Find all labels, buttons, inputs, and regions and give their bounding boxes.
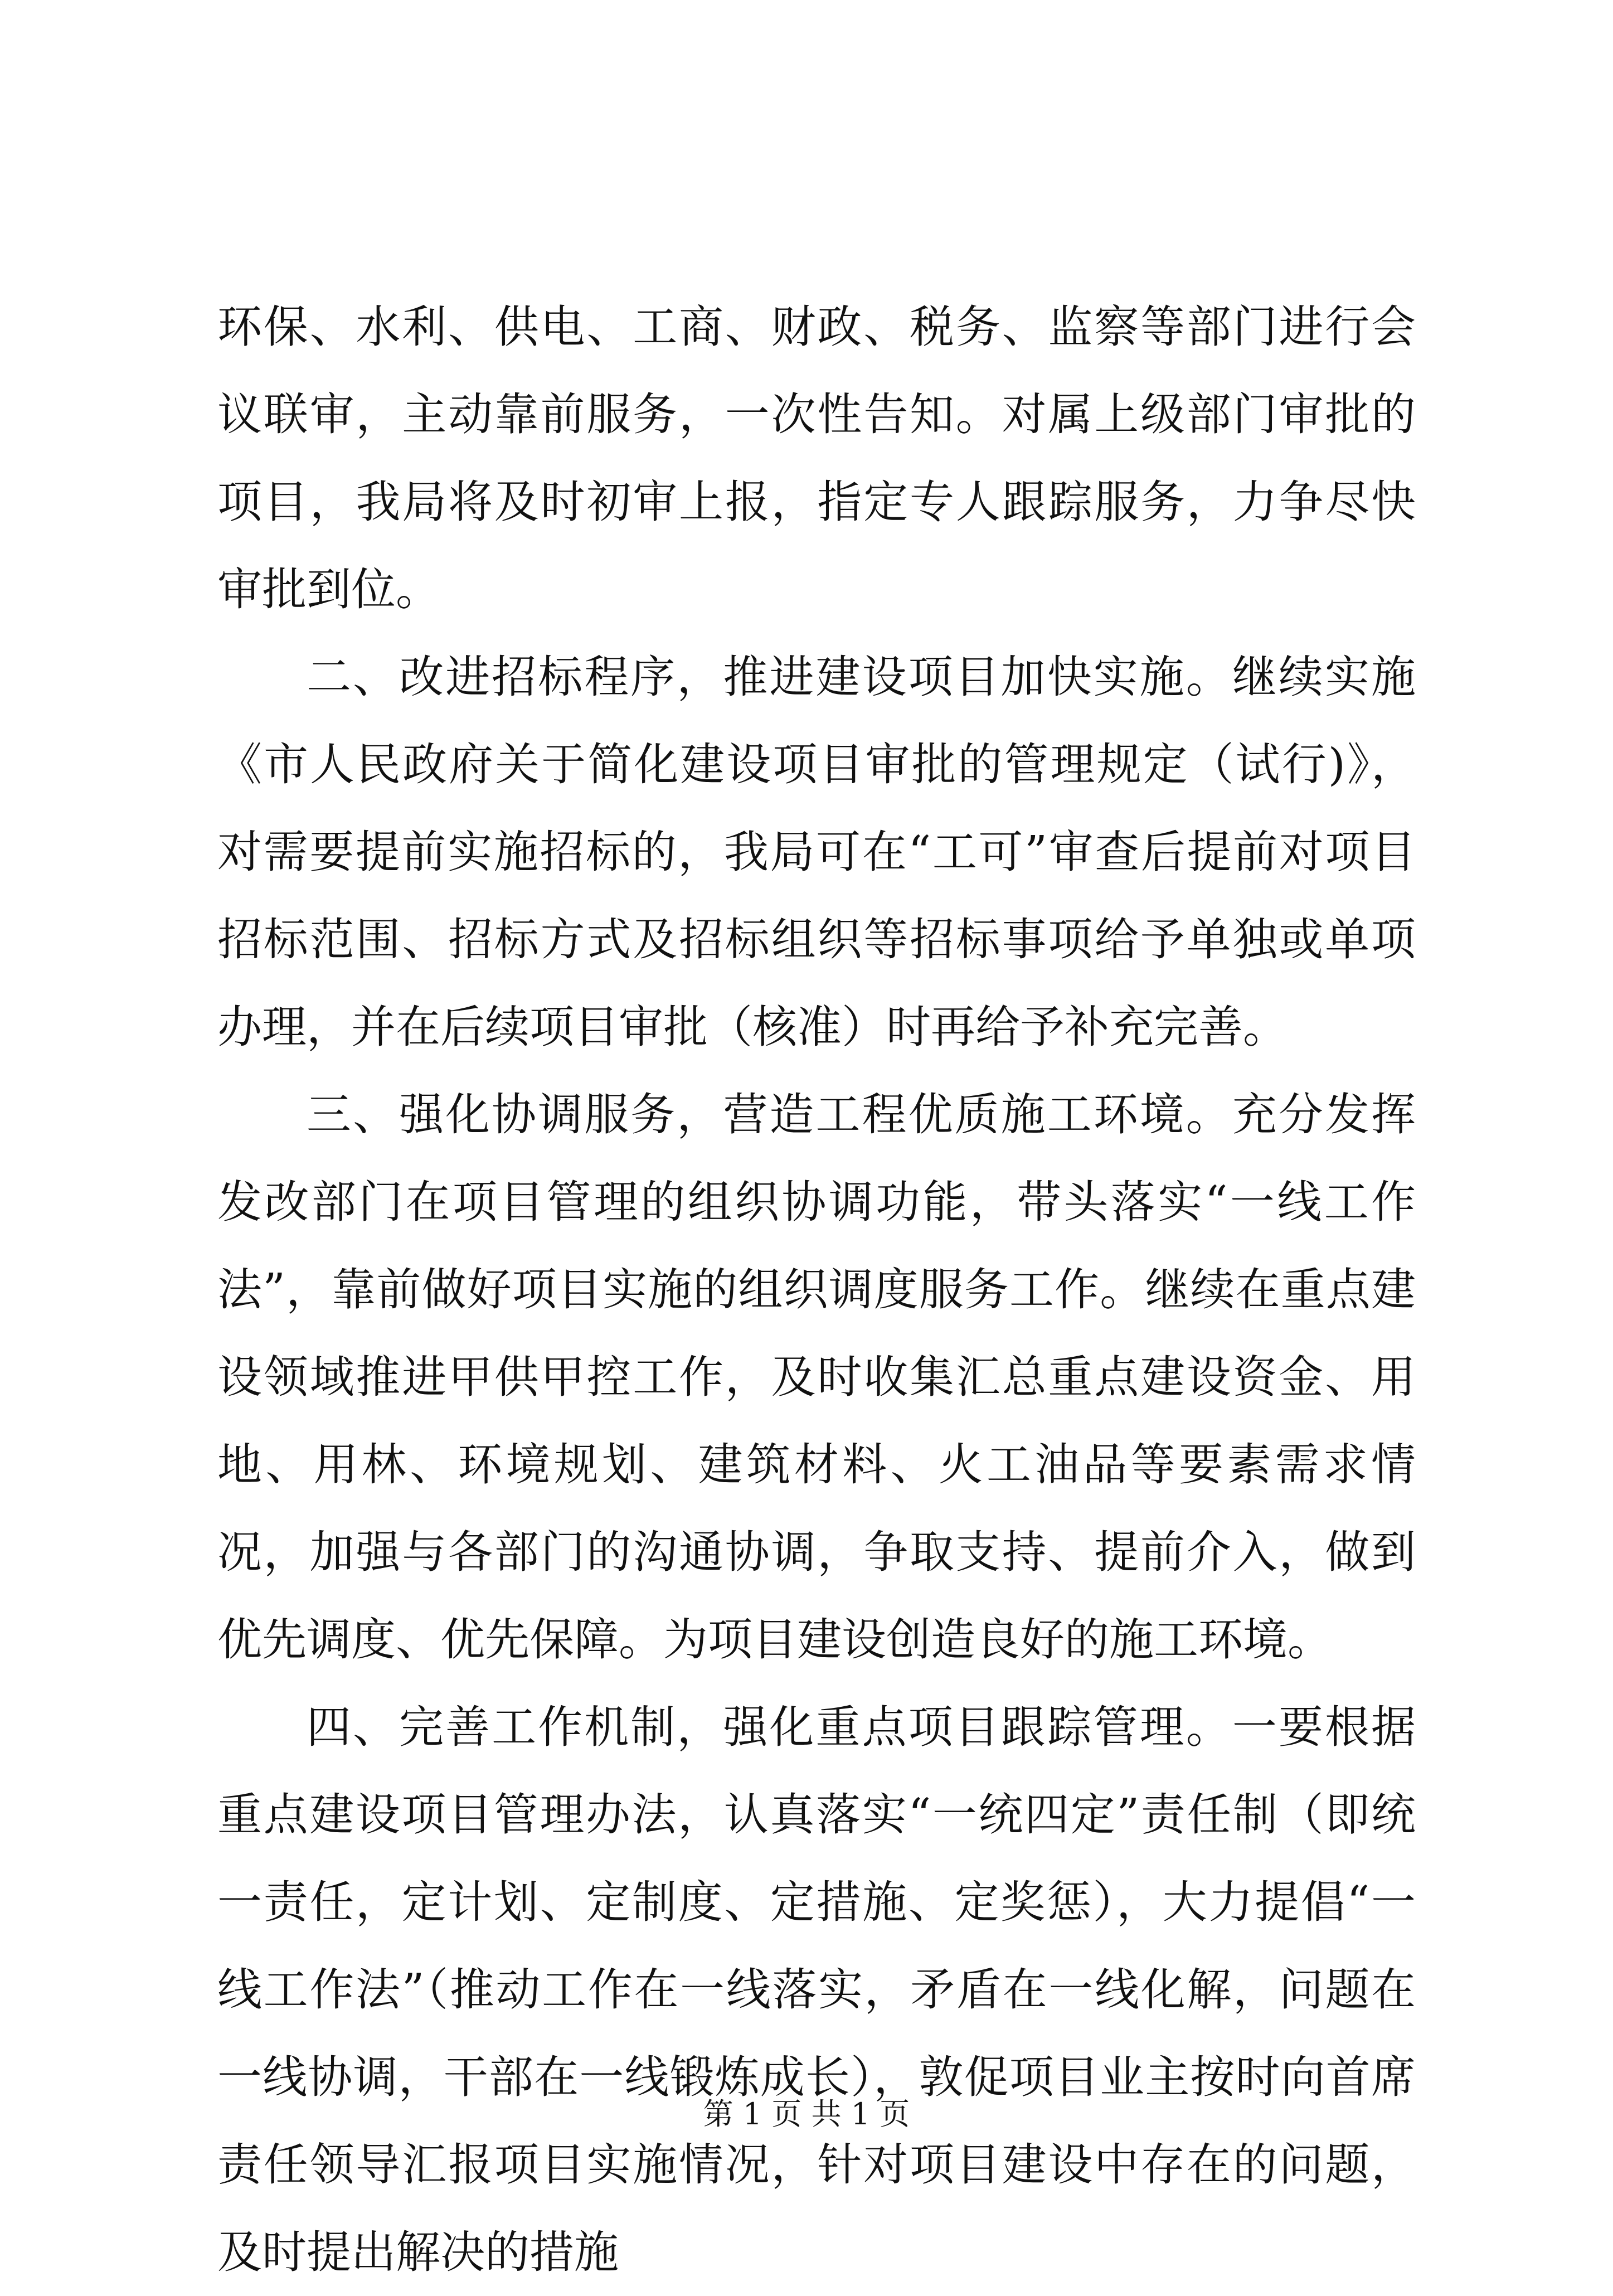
page-number-footer: 第 1 页 共 1 页 bbox=[703, 2096, 910, 2132]
document-body bbox=[217, 283, 1416, 2296]
paragraph-work-mechanism: 四、完善工作机制，强化重点项目跟踪管理。一要根据重点建设项目管理办法，认真落实“一统四定”责任制（即统一责任，定计划、定制度、定措施、定奖惩），大力提倡“一线工作法”（推动工作在一线落实，矛盾在一线化解，问题在一线协调，干部在一线锻炼成长），敦促项目业主按时向首席责任领导汇报项目实施情况，针对项目建设中存在的问题，及时提出解决的措施 bbox=[217, 1701, 1416, 2278]
paragraph-coordination-service: 三、强化协调服务，营造工程优质施工环境。充分发挥发改部门在项目管理的组织协调功能，带头落实“一线工作法”，靠前做好项目实施的组织调度服务工作。继续在重点建设领域推进甲供甲控工作，及时收集汇总重点建设资金、用地、用林、环境规划、建筑材料、火工油品等要素需求情况，加强与各部门的沟通协调，争取支持、提前介入，做到优先调度、优先保障。为项目建设创造良好的施工环境。 bbox=[217, 1089, 1416, 1666]
paragraph-bidding-procedure: 二、改进招标程序，推进建设项目加快实施。继续实施《市人民政府关于简化建设项目审批的管理规定（试行)》，对需要提前实施招标的，我局可在“工可”审查后提前对项目招标范围、招标方式及招标组织等招标事项给予单独或单项办理，并在后续项目审批（核准）时再给予补充完善。 bbox=[217, 651, 1416, 1053]
paragraph-continuation: 环保、水利、供电、工商、财政、税务、监察等部门进行会议联审，主动靠前服务，一次性告知。对属上级部门审批的项目，我局将及时初审上报，指定专人跟踪服务，力争尽快审批到位。 bbox=[217, 301, 1416, 615]
